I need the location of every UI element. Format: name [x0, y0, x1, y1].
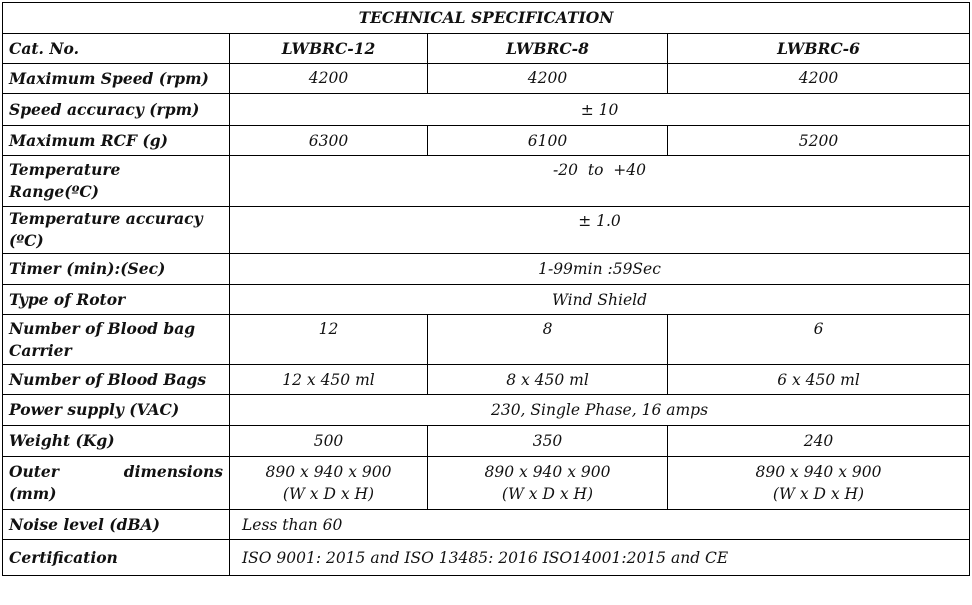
model-lwbrc-8: LWBRC-8 [428, 34, 668, 64]
blood-bag-carrier-value: 8 [428, 315, 668, 365]
temperature-accuracy-label [3, 207, 230, 254]
table-row [3, 540, 970, 576]
outer-dimensions-value [428, 457, 668, 510]
blood-bag-carrier-value: 12 [230, 315, 428, 365]
timer-value: 1-99min :59Sec [230, 254, 970, 285]
table-title: TECHNICAL SPECIFICATION [3, 3, 970, 34]
outer-dimensions-size: 890 x 940 x 900 [484, 463, 611, 481]
temperature-accuracy-label-line2: (ºC) [9, 231, 44, 250]
timer-label: Timer (min):(Sec) [3, 254, 230, 285]
max-rcf-value: 6100 [428, 126, 668, 156]
model-lwbrc-6: LWBRC-6 [668, 34, 970, 64]
table-row [3, 365, 970, 395]
title-row [3, 3, 970, 34]
blood-bags-label: Number of Blood Bags [3, 365, 230, 395]
weight-value: 500 [230, 426, 428, 457]
blood-bags-value: 12 x 450 ml [230, 365, 428, 395]
temperature-range-label-line1: Temperature [9, 160, 121, 179]
power-supply-label: Power supply (VAC) [3, 395, 230, 426]
max-speed-value: 4200 [428, 64, 668, 94]
max-rcf-value: 6300 [230, 126, 428, 156]
table-row [3, 395, 970, 426]
table-row [3, 64, 970, 94]
temperature-range-label [3, 156, 230, 207]
temperature-range-label-line2: Range(ºC) [9, 182, 100, 201]
temperature-accuracy-label-line1: Temperature accuracy [9, 209, 203, 228]
model-lwbrc-12: LWBRC-12 [230, 34, 428, 64]
outer-dimensions-size: 890 x 940 x 900 [755, 463, 882, 481]
certification-value: ISO 9001: 2015 and ISO 13485: 2016 ISO14001:2015 and CE [230, 540, 970, 576]
outer-dimensions-value [668, 457, 970, 510]
certification-label: Certification [3, 540, 230, 576]
table-row [3, 457, 970, 510]
cat-no-label: Cat. No. [3, 34, 230, 64]
blood-bags-value: 8 x 450 ml [428, 365, 668, 395]
table-row [3, 254, 970, 285]
outer-dimensions-unit: (W x D x H) [772, 485, 865, 503]
speed-accuracy-label: Speed accuracy (rpm) [3, 94, 230, 126]
blood-bag-carrier-label-line1: Number of Blood bag [9, 318, 196, 338]
noise-level-label: Noise level (dBA) [3, 510, 230, 540]
table-row [3, 156, 970, 207]
max-rcf-value: 5200 [668, 126, 970, 156]
rotor-type-value: Wind Shield [230, 285, 970, 315]
table-row [3, 94, 970, 126]
table-row [3, 315, 970, 365]
blood-bags-value: 6 x 450 ml [668, 365, 970, 395]
blood-bag-carrier-value: 6 [668, 315, 970, 365]
header-row [3, 34, 970, 64]
temperature-accuracy-value: ± 1.0 [230, 207, 970, 254]
table-row [3, 285, 970, 315]
noise-level-value: Less than 60 [230, 510, 970, 540]
temperature-range-value: -20 to +40 [230, 156, 970, 207]
outer-dimensions-value [230, 457, 428, 510]
outer-dimensions-size: 890 x 940 x 900 [265, 463, 392, 481]
speed-accuracy-value: ± 10 [230, 94, 970, 126]
weight-value: 240 [668, 426, 970, 457]
rotor-type-label: Type of Rotor [3, 285, 230, 315]
max-speed-value: 4200 [668, 64, 970, 94]
weight-label: Weight (Kg) [3, 426, 230, 457]
table-row [3, 207, 970, 254]
outer-dimensions-unit: (W x D x H) [501, 485, 594, 503]
table-row [3, 126, 970, 156]
max-rcf-label: Maximum RCF (g) [3, 126, 230, 156]
outer-dimensions-unit: (W x D x H) [282, 485, 375, 503]
spec-table-wrapper [2, 2, 970, 576]
max-speed-label: Maximum Speed (rpm) [3, 64, 230, 94]
blood-bag-carrier-label-line2: Carrier [9, 340, 72, 360]
table-row [3, 426, 970, 457]
weight-value: 350 [428, 426, 668, 457]
technical-specification-table [2, 2, 970, 576]
outer-dimensions-label-line1: Outer dimensions [9, 462, 223, 481]
outer-dimensions-label [3, 457, 230, 510]
power-supply-value: 230, Single Phase, 16 amps [230, 395, 970, 426]
max-speed-value: 4200 [230, 64, 428, 94]
table-row [3, 510, 970, 540]
outer-dimensions-label-line2: (mm) [9, 484, 57, 503]
blood-bag-carrier-label [3, 315, 230, 365]
